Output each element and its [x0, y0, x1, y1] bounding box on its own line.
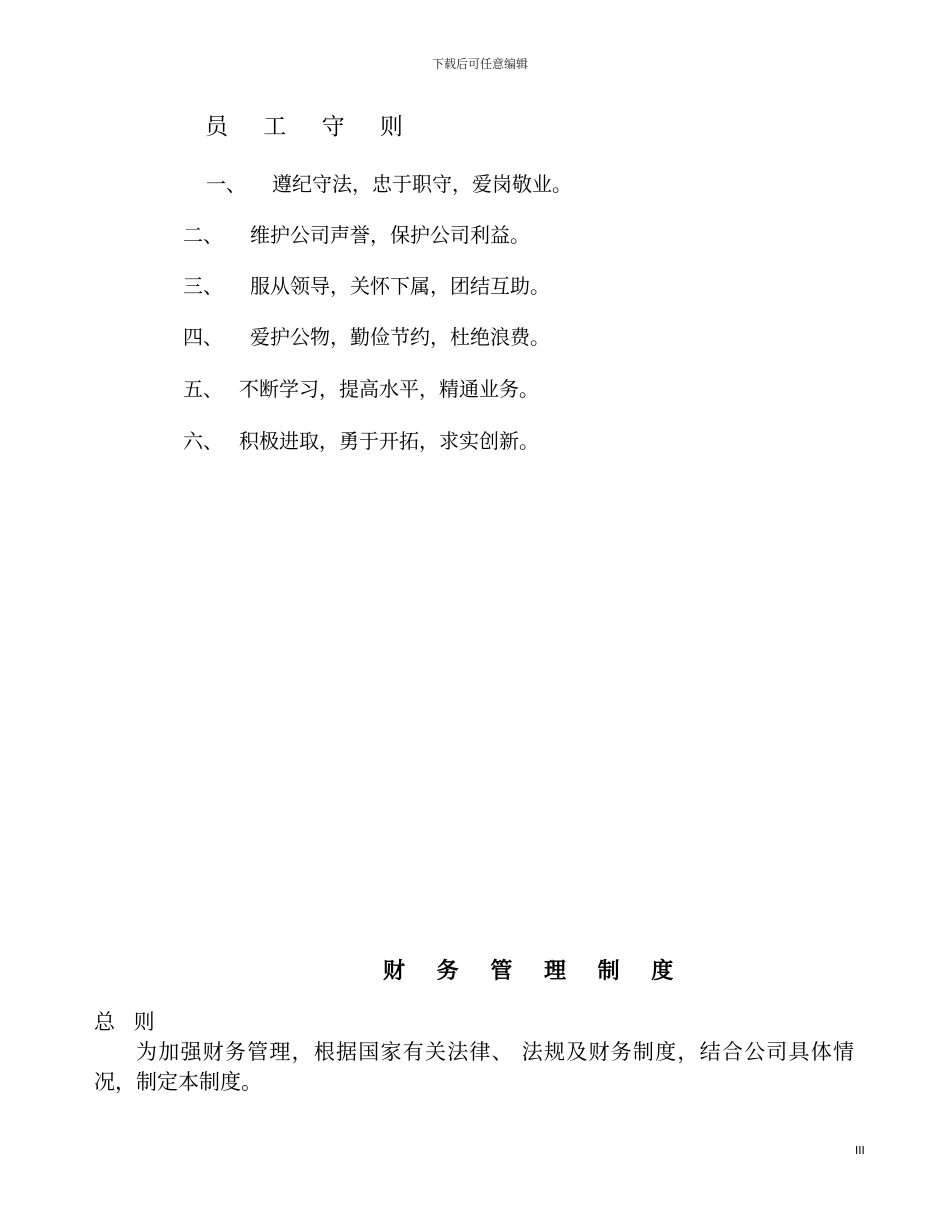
section-heading: 总 则 [94, 1010, 161, 1034]
rules-title: 员 工 守 则 [205, 114, 417, 140]
rule-item-4 [183, 323, 550, 351]
rule-text: 服从领导，关怀下属，团结互助。 [250, 274, 550, 298]
page-header-note: 下载后可任意编辑 [431, 57, 528, 71]
rule-number: 三、 [183, 274, 223, 298]
finance-title: 财 务 管 理 制 度 [383, 959, 686, 984]
rule-number: 六、 [183, 429, 223, 453]
rule-item-6 [183, 427, 539, 455]
rule-item-2 [183, 221, 530, 249]
rule-text: 爱护公物，勤俭节约，杜绝浪费。 [250, 325, 550, 349]
rule-number: 二、 [183, 223, 223, 247]
rule-item-3 [183, 272, 550, 300]
rule-item-5 [183, 375, 539, 403]
rule-item-1 [206, 170, 572, 198]
rule-number: 四、 [183, 325, 223, 349]
rule-text: 维护公司声誉，保护公司利益。 [250, 223, 530, 247]
page-number: III [855, 1144, 865, 1157]
rule-text: 不断学习，提高水平，精通业务。 [239, 377, 539, 401]
rule-text: 遵纪守法，忠于职守，爱岗敬业。 [272, 172, 572, 196]
intro-paragraph: 为加强财务管理，根据国家有关法律、 法规及财务制度，结合公司具体情况，制定本制度。 [94, 1040, 854, 1094]
rule-text: 积极进取，勇于开拓，求实创新。 [239, 429, 539, 453]
rule-number: 一、 [206, 172, 246, 196]
rule-number: 五、 [183, 377, 223, 401]
